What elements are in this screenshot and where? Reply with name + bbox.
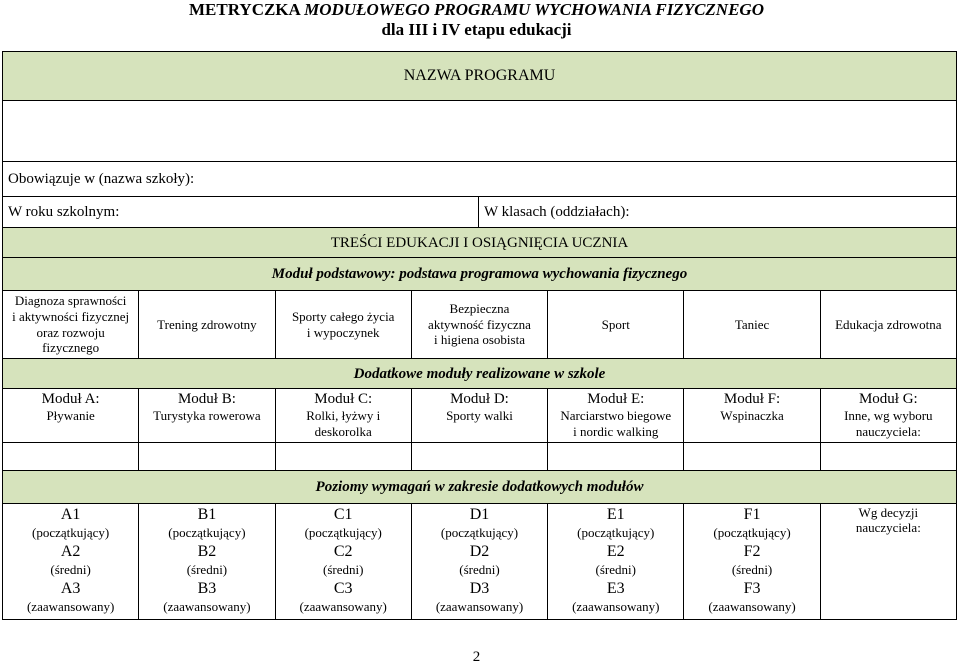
- basic-area-lifetime-sports-line-1: Sporty całego życia: [291, 308, 395, 324]
- basic-area-health-education: [821, 291, 956, 358]
- level-code-e2: E2: [606, 542, 625, 560]
- levels-module-f: [684, 504, 820, 619]
- program-name-header: NAZWA PROGRAMU: [403, 67, 556, 84]
- basic-area-safe-activity-line-2: aktywność fizyczna: [428, 316, 531, 332]
- module-f: [684, 389, 820, 442]
- content-header: TREŚCI EDUKACJI I OSIĄGNIĘCIA UCZNIA: [330, 234, 629, 251]
- levels-module-d: [412, 504, 548, 619]
- classes-label: W klasach (oddziałach):: [484, 204, 630, 220]
- level-code-a1: A1: [60, 506, 81, 523]
- content-header-row: [3, 228, 956, 258]
- level-name-b3: (zaawansowany): [163, 599, 251, 615]
- levels-module-g: [821, 504, 956, 619]
- module-b-name-line-1: Turystyka rowerowa: [153, 408, 261, 423]
- level-code-e1: E1: [606, 506, 625, 523]
- level-code-b3: B3: [197, 579, 217, 597]
- level-code-f3: F3: [743, 579, 761, 597]
- level-code-e3: E3: [606, 579, 625, 597]
- level-name-c1: (początkujący): [304, 525, 382, 541]
- levels-header-cell: [3, 471, 956, 503]
- levels-row: [3, 504, 956, 620]
- levels-header-row: [3, 471, 956, 504]
- level-code-b2: B2: [197, 542, 217, 560]
- program-metrics-table: [2, 51, 957, 620]
- basic-area-diagnosis-line-1: Diagnoza sprawności: [14, 293, 127, 309]
- basic-area-dance-line-1: Taniec: [734, 316, 770, 332]
- level-code-d1: D1: [469, 506, 490, 523]
- basic-area-lifetime-sports-line-2: i wypoczynek: [306, 324, 380, 340]
- module-a-name-line-1: Pływanie: [46, 408, 95, 423]
- basic-module-header-cell: [3, 258, 956, 290]
- module-d-name-line-1: Sporty walki: [446, 408, 513, 423]
- school-year-field: [3, 197, 479, 227]
- level-code-b1: B1: [197, 506, 217, 523]
- empty-cell: [548, 443, 684, 470]
- level-name-f2: (średni): [731, 562, 773, 578]
- additional-modules-header-row: [3, 359, 956, 389]
- basic-area-sport: [548, 291, 684, 358]
- additional-modules-header: Dodatkowe moduły realizowane w szkole: [353, 365, 606, 382]
- level-name-e2: (średni): [595, 562, 636, 578]
- module-g: [821, 389, 956, 442]
- basic-module-header: Moduł podstawowy: podstawa programowa wychowania fizycznego: [271, 266, 688, 282]
- classes-field: [479, 197, 956, 227]
- levels-module-b: [139, 504, 275, 619]
- basic-area-safe-activity: [412, 291, 548, 358]
- levels-custom-line-2: nauczyciela:: [855, 520, 921, 535]
- empty-cell: [3, 443, 139, 470]
- level-code-d3: D3: [469, 579, 490, 597]
- basic-area-health-training-line-1: Trening zdrowotny: [157, 316, 257, 332]
- level-code-f1: F1: [743, 506, 761, 523]
- module-b: [139, 389, 275, 442]
- level-code-c3: C3: [333, 579, 353, 597]
- page-number: 2: [472, 649, 481, 665]
- level-name-d3: (zaawansowany): [435, 599, 524, 615]
- school-year-label: W roku szkolnym:: [8, 204, 120, 220]
- module-e: [548, 389, 684, 442]
- content-header-cell: [3, 228, 956, 257]
- basic-module-areas-row: [3, 291, 956, 359]
- level-code-a3: A3: [60, 579, 81, 597]
- basic-area-safe-activity-line-3: i higiena osobista: [433, 332, 525, 348]
- basic-area-health-education-line-1: Edukacja zdrowotna: [835, 316, 942, 332]
- level-name-a1: (początkujący): [32, 525, 110, 541]
- level-name-c3: (zaawansowany): [299, 599, 387, 615]
- basic-area-health-training: [139, 291, 275, 358]
- basic-module-header-row: [3, 258, 956, 291]
- basic-area-safe-activity-line-1: Bezpieczna: [449, 300, 510, 316]
- program-name-header-row: [3, 52, 956, 101]
- school-field: [3, 162, 956, 196]
- document-title-lead: METRYCZKA: [189, 0, 300, 19]
- additional-modules-header-cell: [3, 359, 956, 388]
- empty-cell: [412, 443, 548, 470]
- module-g-label: Moduł G:: [858, 391, 918, 407]
- level-name-e3: (zaawansowany): [572, 599, 660, 615]
- module-a-label: Moduł A:: [41, 391, 100, 407]
- level-name-c2: (średni): [322, 562, 364, 578]
- empty-cell: [821, 443, 956, 470]
- levels-module-a: [3, 504, 139, 619]
- level-name-f1: (początkujący): [713, 525, 791, 541]
- module-b-label: Moduł B:: [177, 391, 236, 407]
- level-code-f2: F2: [743, 542, 761, 560]
- level-name-b2: (średni): [186, 562, 228, 578]
- module-e-label: Moduł E:: [587, 391, 645, 407]
- basic-area-sport-line-1: Sport: [601, 316, 630, 332]
- level-code-a2: A2: [60, 542, 81, 560]
- levels-header: Poziomy wymagań w zakresie dodatkowych modułów: [315, 479, 644, 495]
- level-name-a3: (zaawansowany): [26, 599, 115, 615]
- document-title-rest: MODUŁOWEGO PROGRAMU WYCHOWANIA FIZYCZNEGO: [304, 0, 764, 19]
- module-c-label: Moduł C:: [314, 391, 373, 407]
- empty-cell: [684, 443, 820, 470]
- empty-row: [3, 443, 956, 471]
- level-name-e1: (początkujący): [577, 525, 655, 541]
- module-e-name-line-2: i nordic walking: [573, 424, 659, 439]
- module-f-name-line-1: Wspinaczka: [720, 408, 784, 423]
- level-name-b1: (początkujący): [168, 525, 246, 541]
- module-c-name-line-2: deskorolka: [314, 424, 372, 439]
- level-name-d2: (średni): [459, 562, 500, 578]
- additional-modules-row: [3, 389, 956, 443]
- module-d: [412, 389, 548, 442]
- school-label: Obowiązuje w (nazwa szkoły):: [8, 171, 195, 187]
- empty-cell: [139, 443, 275, 470]
- level-code-c1: C1: [333, 506, 353, 523]
- document-subtitle: dla III i IV etapu edukacji: [381, 20, 572, 39]
- module-d-label: Moduł D:: [450, 391, 509, 407]
- program-name-field: [3, 101, 956, 162]
- module-g-name-line-2: nauczyciela:: [855, 424, 921, 439]
- school-row: [3, 162, 956, 197]
- level-name-a2: (średni): [50, 562, 91, 578]
- module-g-name-line-1: Inne, wg wyboru: [844, 408, 933, 423]
- levels-custom-line-1: Wg decyzji: [858, 505, 919, 520]
- level-code-d2: D2: [469, 542, 490, 560]
- module-e-name-line-1: Narciarstwo biegowe: [560, 408, 672, 423]
- level-name-f3: (zaawansowany): [708, 599, 796, 615]
- basic-area-diagnosis-line-3: oraz rozwoju: [36, 324, 105, 340]
- basic-area-lifetime-sports: [276, 291, 412, 358]
- module-a: [3, 389, 139, 442]
- year-classes-row: [3, 197, 956, 228]
- basic-area-diagnosis-line-2: i aktywności fizycznej: [12, 308, 130, 324]
- basic-area-dance: [684, 291, 820, 358]
- levels-module-c: [276, 504, 412, 619]
- program-name-header-cell: [3, 52, 956, 100]
- empty-cell: [276, 443, 412, 470]
- module-c-name-line-1: Rolki, łyżwy i: [306, 408, 381, 423]
- module-f-label: Moduł F:: [723, 391, 781, 407]
- module-c: [276, 389, 412, 442]
- levels-module-e: [548, 504, 684, 619]
- basic-area-diagnosis: [3, 291, 139, 358]
- level-code-c2: C2: [333, 542, 353, 560]
- level-name-d1: (początkujący): [440, 525, 519, 541]
- basic-area-diagnosis-line-4: fizycznego: [42, 340, 100, 356]
- document-title: [0, 0, 953, 20]
